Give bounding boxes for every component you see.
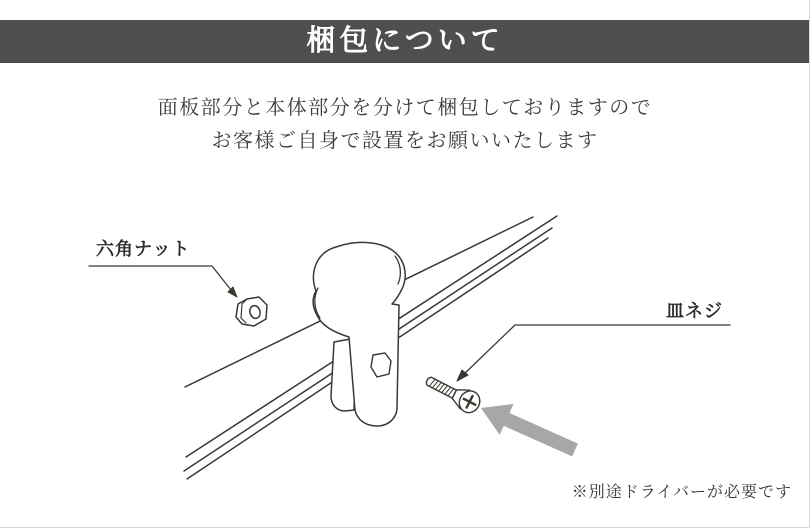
countersunk-screw-label: 皿ネジ — [666, 301, 723, 321]
hex-nut-label: 六角ナット — [96, 239, 191, 259]
highlight-arrow-icon — [481, 404, 578, 457]
screwdriver-note: ※別途ドライバーが必要です — [571, 484, 792, 501]
page-title: 梱包について — [306, 25, 504, 57]
screw-leader-line — [457, 325, 730, 381]
hex-nut-leader-line — [89, 266, 237, 297]
description-line-1: 面板部分と本体部分を分けて梱包しておりますので — [157, 97, 653, 119]
clamp-drawing — [313, 242, 405, 426]
description-line-2: お客様ご自身で設置をお願いいたします — [211, 130, 599, 152]
hex-nut-drawing — [236, 297, 267, 326]
screw-drawing — [422, 370, 483, 416]
